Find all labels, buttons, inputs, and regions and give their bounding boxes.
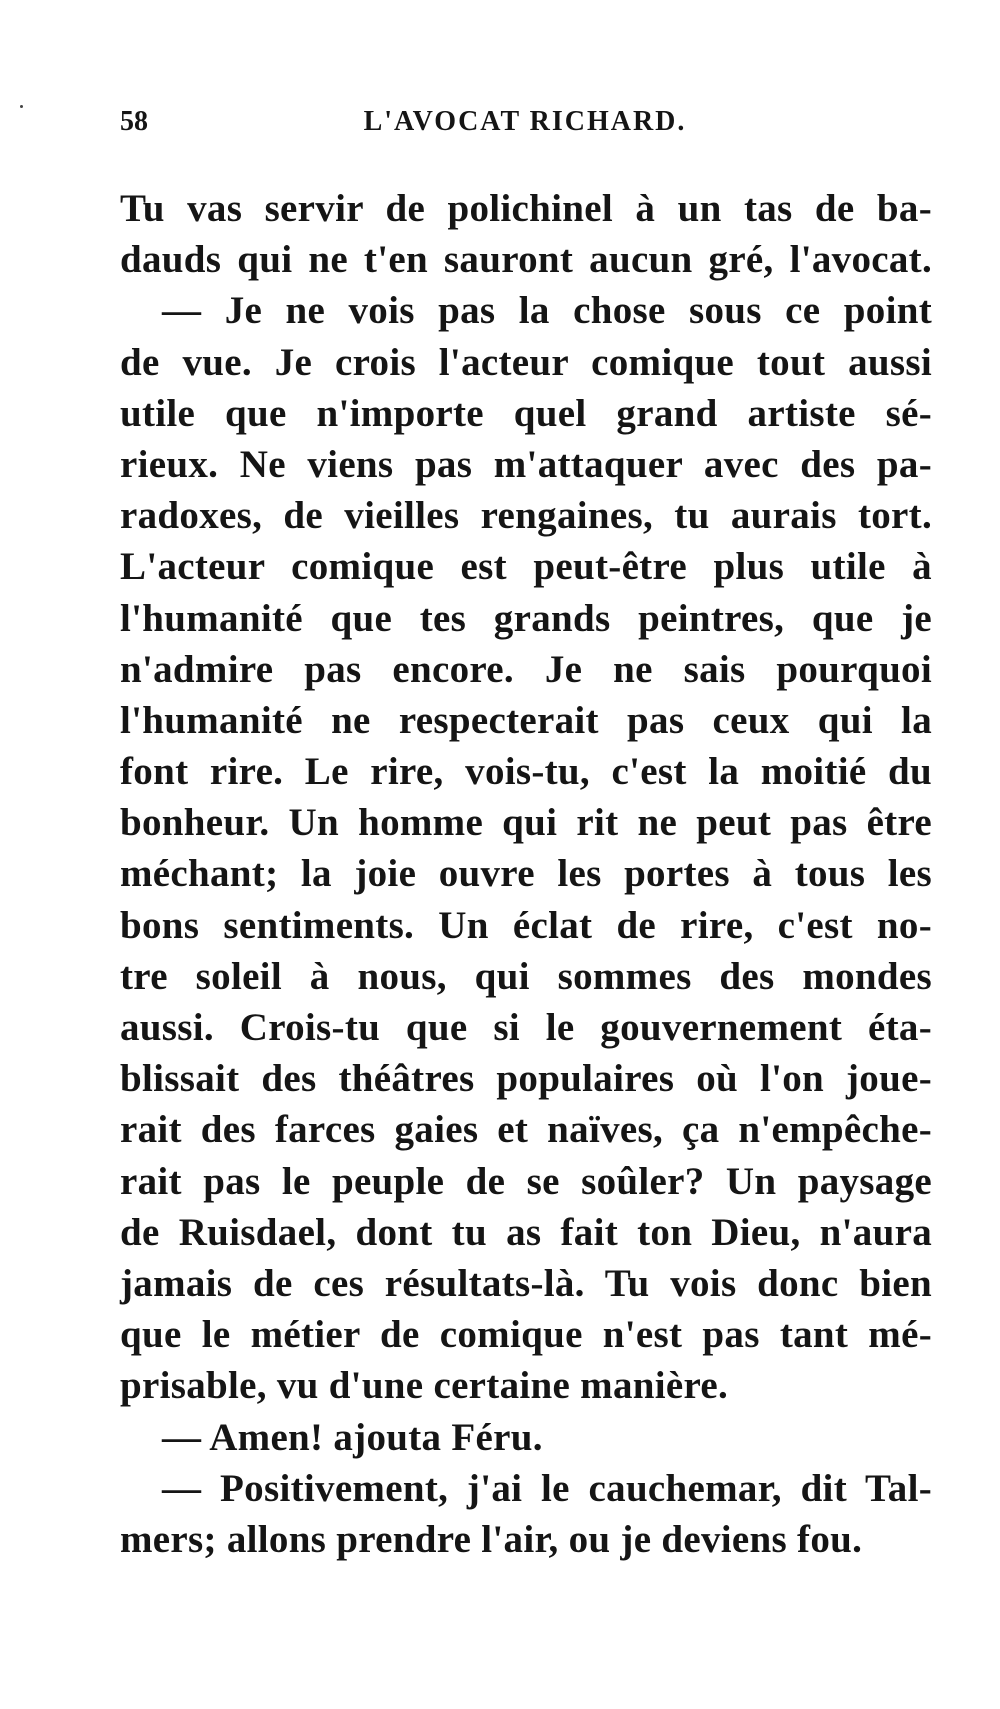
text-line: méchant; la joie ouvre les portes à tous les bbox=[120, 852, 932, 896]
text-line: rait des farces gaies et naïves, ça n'empêche- bbox=[120, 1108, 932, 1152]
text-line: de Ruisdael, dont tu as fait ton Dieu, n'aura bbox=[120, 1210, 932, 1254]
text-line: jamais de ces résultats-là. Tu vois donc bien bbox=[120, 1261, 932, 1305]
page-number: 58 bbox=[120, 106, 148, 137]
text-line: utile que n'importe quel grand artiste sé- bbox=[120, 391, 932, 435]
text-line: — Amen! ajouta Féru. bbox=[162, 1415, 543, 1459]
text-line: l'humanité que tes grands peintres, que je bbox=[120, 596, 932, 640]
text-line: bons sentiments. Un éclat de rire, c'est no- bbox=[120, 903, 932, 947]
text-line: font rire. Le rire, vois-tu, c'est la moitié du bbox=[120, 750, 932, 794]
running-head: L'AVOCAT RICHARD. bbox=[363, 106, 687, 137]
text-line: prisable, vu d'une certaine manière. bbox=[120, 1364, 729, 1408]
text-line: dauds qui ne t'en sauront aucun gré, l'avocat. bbox=[120, 238, 932, 282]
text-line: mers; allons prendre l'air, ou je deviens fou. bbox=[120, 1517, 863, 1561]
text-line: — Positivement, j'ai le cauchemar, dit Tal- bbox=[162, 1466, 932, 1510]
page-header bbox=[120, 100, 930, 144]
text-line: aussi. Crois-tu que si le gouvernement éta- bbox=[120, 1006, 932, 1049]
text-line: de vue. Je crois l'acteur comique tout aussi bbox=[120, 340, 932, 384]
margin-speck bbox=[20, 105, 23, 108]
text-line: tre soleil à nous, qui sommes des mondes bbox=[120, 954, 932, 998]
text-line: rait pas le peuple de se soûler? Un paysage bbox=[120, 1159, 932, 1203]
text-line: radoxes, de vieilles rengaines, tu aurais tort. bbox=[120, 494, 932, 538]
text-line: l'humanité ne respecterait pas ceux qui la bbox=[120, 698, 932, 742]
text-line: bonheur. Un homme qui rit ne peut pas être bbox=[120, 801, 932, 845]
text-line: L'acteur comique est peut-être plus utile à bbox=[120, 545, 932, 589]
text-line: rieux. Ne viens pas m'attaquer avec des pa- bbox=[120, 442, 932, 486]
text-line: Tu vas servir de polichinel à un tas de ba- bbox=[120, 187, 932, 230]
text-line: blissait des théâtres populaires où l'on joue- bbox=[120, 1057, 932, 1101]
text-line: — Je ne vois pas la chose sous ce point bbox=[162, 289, 932, 333]
text-line: n'admire pas encore. Je ne sais pourquoi bbox=[120, 647, 932, 691]
text-line: que le métier de comique n'est pas tant mé- bbox=[120, 1313, 932, 1357]
body-text bbox=[120, 183, 932, 1565]
